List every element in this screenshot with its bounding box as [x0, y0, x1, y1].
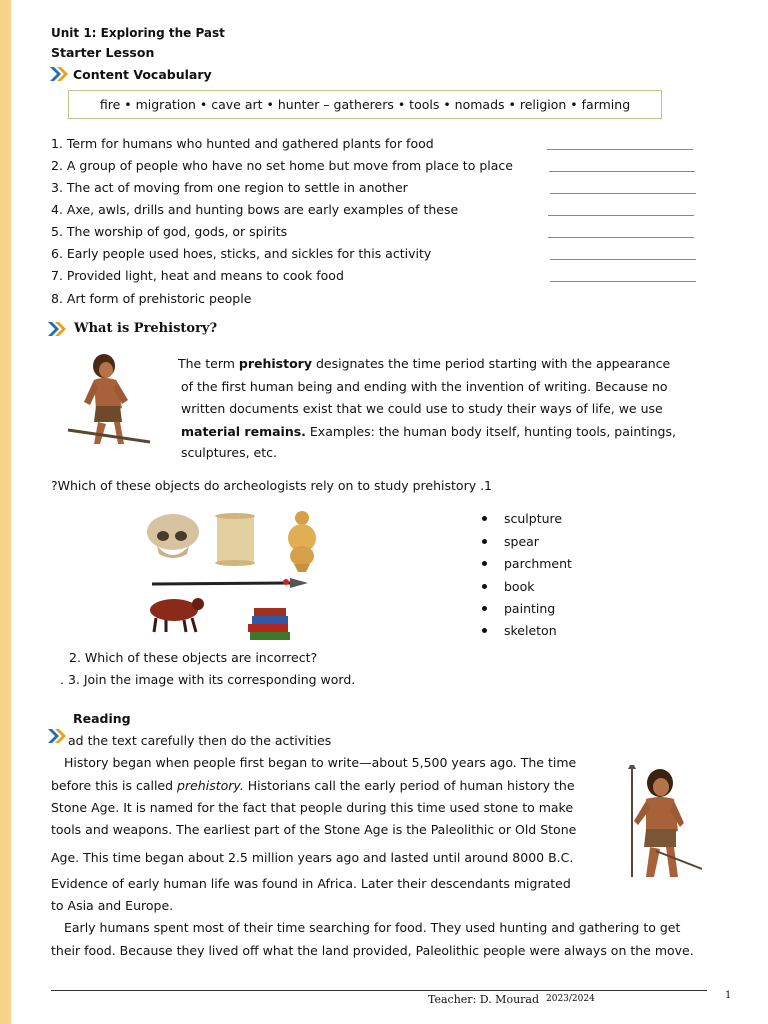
prehistory-heading: What is Prehistory? [74, 321, 218, 336]
answer-blank-4[interactable] [548, 215, 694, 216]
bullet-icon [482, 561, 487, 566]
reading-heading: Reading [73, 711, 131, 726]
caveman-illustration [64, 350, 154, 450]
reading-line-9: their food. Because they lived off what the land provided, Paleolithic people were always on the move. [51, 943, 694, 958]
chevron-right-icon [49, 66, 69, 82]
skull-image[interactable] [143, 510, 203, 565]
reading-line-1: History began when people first began to write—about 5,500 years ago. The time [64, 755, 577, 770]
books-image[interactable] [244, 604, 294, 644]
footer-teacher: Teacher: D. Mourad [428, 993, 540, 1006]
answer-blank-1[interactable] [547, 149, 693, 150]
word-item-skeleton[interactable]: skeleton [482, 623, 557, 638]
word-item-book[interactable]: book [482, 579, 534, 594]
question-2: 2. A group of people who have no set home but move from place to place [51, 158, 513, 173]
answer-blank-3[interactable] [550, 193, 696, 194]
reading-line-3: Stone Age. It is named for the fact that people during this time used stone to make [51, 800, 574, 815]
prehistory-line-2: of the first human being and ending with the invention of writing. Because no [181, 379, 668, 394]
reading-line-7: to Asia and Europe. [51, 898, 174, 913]
question-8: 8. Art form of prehistoric people [51, 291, 252, 306]
activity-question-3: . 3. Join the image with its corresponding word. [60, 672, 356, 687]
reading-line-6: Evidence of early human life was found in Africa. Later their descendants migrated [51, 876, 571, 891]
word-item-painting[interactable]: painting [482, 601, 555, 616]
activity-question-2: 2. Which of these objects are incorrect? [69, 650, 318, 665]
lesson-title: Starter Lesson [51, 45, 155, 60]
page-margin-bar [0, 0, 11, 1024]
unit-title: Unit 1: Exploring the Past [51, 26, 225, 40]
reading-instruction: ad the text carefully then do the activities [68, 733, 332, 748]
figurine-image[interactable] [282, 510, 322, 572]
question-5: 5. The worship of god, gods, or spirits [51, 224, 288, 239]
footer-year: 2023/2024 [546, 994, 595, 1004]
word-item-spear[interactable]: spear [482, 534, 539, 549]
reading-line-8: Early humans spent most of their time searching for food. They used hunting and gathering to get [64, 920, 681, 935]
bullet-icon [482, 628, 487, 633]
bullet-icon [482, 516, 487, 521]
question-1: 1. Term for humans who hunted and gathered plants for food [51, 136, 434, 151]
caveman-with-spear-illustration [610, 765, 702, 883]
word-item-sculpture[interactable]: sculpture [482, 511, 562, 526]
word-item-parchment[interactable]: parchment [482, 556, 572, 571]
bullet-icon [482, 584, 487, 589]
reading-line-2: before this is called prehistory. Historians call the early period of human history the [51, 778, 575, 793]
answer-blank-6[interactable] [550, 259, 696, 260]
cave-painting-image[interactable] [142, 592, 210, 636]
answer-blank-2[interactable] [549, 171, 695, 172]
question-6: 6. Early people used hoes, sticks, and sickles for this activity [51, 246, 432, 261]
question-7: 7. Provided light, heat and means to cook food [51, 268, 344, 283]
prehistory-line-5: sculptures, etc. [181, 445, 277, 460]
answer-blank-5[interactable] [548, 237, 694, 238]
question-3: 3. The act of moving from one region to settle in another [51, 180, 408, 195]
vocab-heading: Content Vocabulary [73, 67, 212, 82]
page-number: 1 [725, 990, 732, 1001]
reading-line-4: tools and weapons. The earliest part of the Stone Age is the Paleolithic or Old Stone [51, 822, 577, 837]
activity-question-1: ?Which of these objects do archeologists rely on to study prehistory .1 [51, 478, 493, 493]
bullet-icon [482, 606, 487, 611]
footer-divider [51, 990, 707, 991]
chevron-right-icon [47, 728, 67, 744]
parchment-image[interactable] [213, 512, 258, 567]
spear-image[interactable] [150, 576, 310, 590]
question-4: 4. Axe, awls, drills and hunting bows are early examples of these [51, 202, 459, 217]
reading-line-5: Age. This time began about 2.5 million years ago and lasted until around 8000 B.C. [51, 850, 574, 865]
answer-blank-7[interactable] [550, 281, 696, 282]
prehistory-line-3: written documents exist that we could use to study their ways of life, we use [181, 401, 663, 416]
prehistory-line-4: material remains. Examples: the human body itself, hunting tools, paintings, [181, 424, 676, 439]
bullet-icon [482, 539, 487, 544]
chevron-right-icon [47, 321, 67, 337]
prehistory-line-1: The term prehistory designates the time period starting with the appearance [178, 356, 671, 371]
vocab-word-box: fire • migration • cave art • hunter – gatherers • tools • nomads • religion • farming [68, 90, 662, 119]
